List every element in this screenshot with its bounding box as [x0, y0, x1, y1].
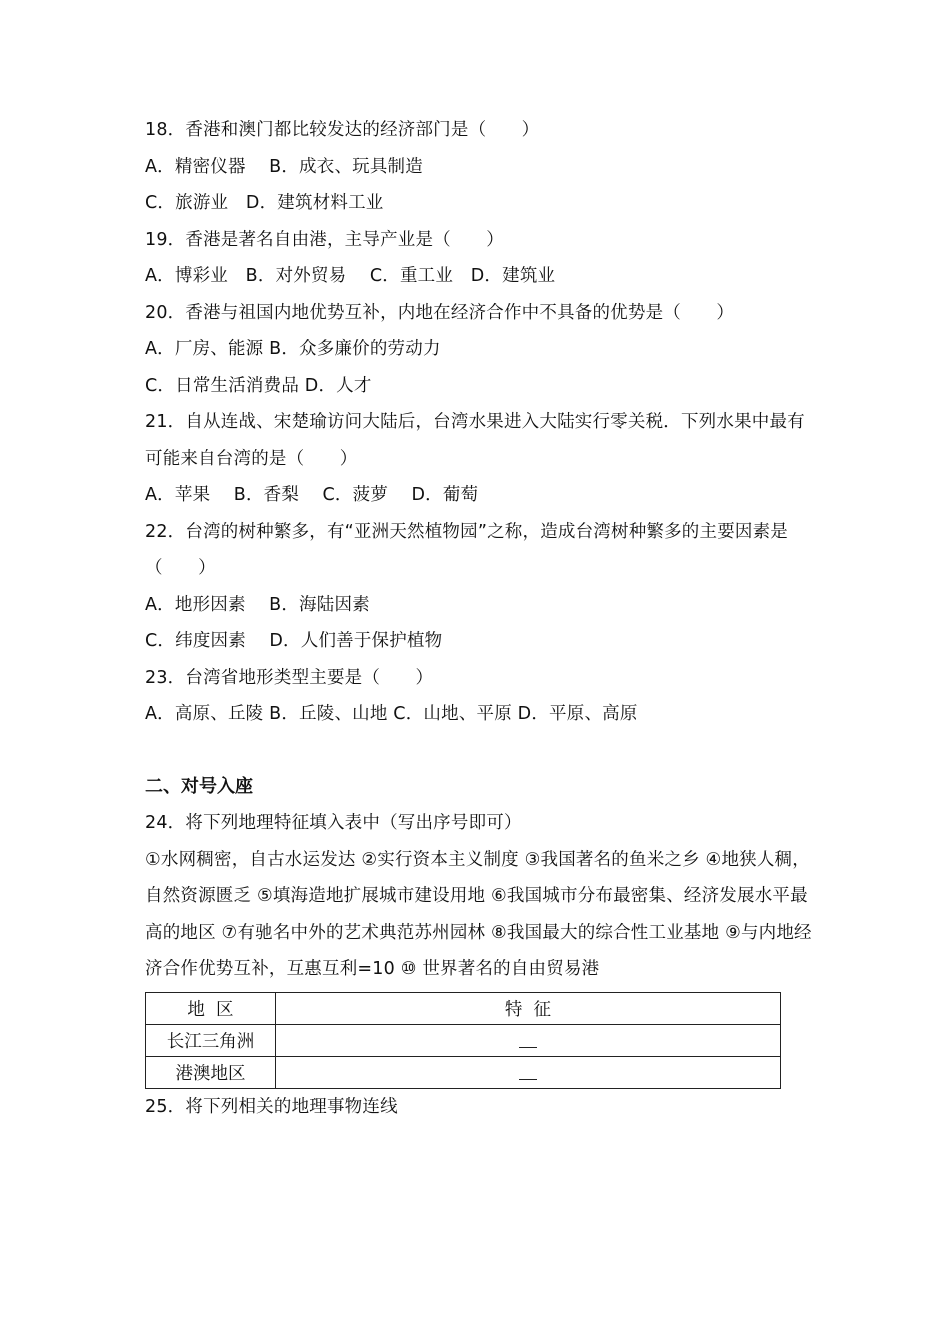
section-spacer: [145, 733, 815, 769]
table-row: [146, 1056, 781, 1088]
question-21-options: A．苹果 B．香梨 C．菠萝 D．葡萄: [145, 485, 479, 505]
question-22-options-c-d: C．纬度因素 D．人们善于保护植物: [145, 631, 443, 651]
answer-blank-cell[interactable]: [276, 1056, 781, 1088]
question-18-stem: 18．香港和澳门都比较发达的经济部门是（ ）: [145, 120, 540, 140]
question-24-features: ①水网稠密，自古水运发达 ②实行资本主义制度 ③我国著名的鱼米之乡 ④地狭人稠，自然资源匮乏 ⑤填海造地扩展城市建设用地 ⑥我国城市分布最密集、经济发展水平最高的地区 ⑦有驰名中外的艺术典范苏州园林 ⑧我国最大的综合性工业基地 ⑨与内地经济合作优势互补，互惠互利=10 ⑩ 世界著名的自由贸易港: [145, 849, 812, 979]
answer-blank[interactable]: [519, 1033, 537, 1048]
question-23-stem: 23．台湾省地形类型主要是（ ）: [145, 667, 434, 688]
question-23-options: A．高原、丘陵 B．丘陵、山地 C．山地、平原 D．平原、高原: [145, 704, 638, 724]
question-19-options: A．博彩业 B．对外贸易 C．重工业 D．建筑业: [145, 266, 556, 286]
table-cell-region: 长江三角洲: [146, 1024, 276, 1056]
document-page: [145, 112, 815, 1125]
question-18-options-c-d: C．旅游业 D．建筑材料工业: [145, 193, 384, 213]
table-header-row: [146, 992, 781, 1024]
answer-blank-cell[interactable]: [276, 1024, 781, 1056]
question-25-stem: 25．将下列相关的地理事物连线: [145, 1096, 398, 1117]
question-18-options-a-b: A．精密仪器 B．成衣、玩具制造: [145, 156, 423, 177]
table-row: [146, 1024, 781, 1056]
table-cell-region: 港澳地区: [146, 1056, 276, 1088]
question-20-options-a-b: A．厂房、能源 B．众多廉价的劳动力: [145, 339, 441, 359]
question-21-stem: 21．自从连战、宋楚瑜访问大陆后，台湾水果进入大陆实行零关税．下列水果中最有可能来自台湾的是（ ）: [145, 412, 805, 469]
question-24-stem: 24．将下列地理特征填入表中（写出序号即可）: [145, 813, 522, 833]
question-20-stem: 20．香港与祖国内地优势互补，内地在经济合作中不具备的优势是（ ）: [145, 302, 735, 323]
table-header-region: 地 区: [146, 992, 276, 1024]
answer-blank[interactable]: [519, 1065, 537, 1080]
question-22-options-a-b: A．地形因素 B．海陆因素: [145, 594, 370, 615]
features-table: [145, 992, 781, 1089]
question-19-stem: 19．香港是著名自由港，主导产业是（ ）: [145, 229, 504, 250]
question-20-options-c-d: C．日常生活消费品 D．人才: [145, 375, 372, 396]
question-22-stem: 22．台湾的树种繁多，有“亚洲天然植物园”之称，造成台湾树种繁多的主要因素是（ ）: [145, 521, 788, 578]
table-header-feature: 特 征: [276, 992, 781, 1024]
section-title: 二、对号入座: [145, 775, 253, 797]
